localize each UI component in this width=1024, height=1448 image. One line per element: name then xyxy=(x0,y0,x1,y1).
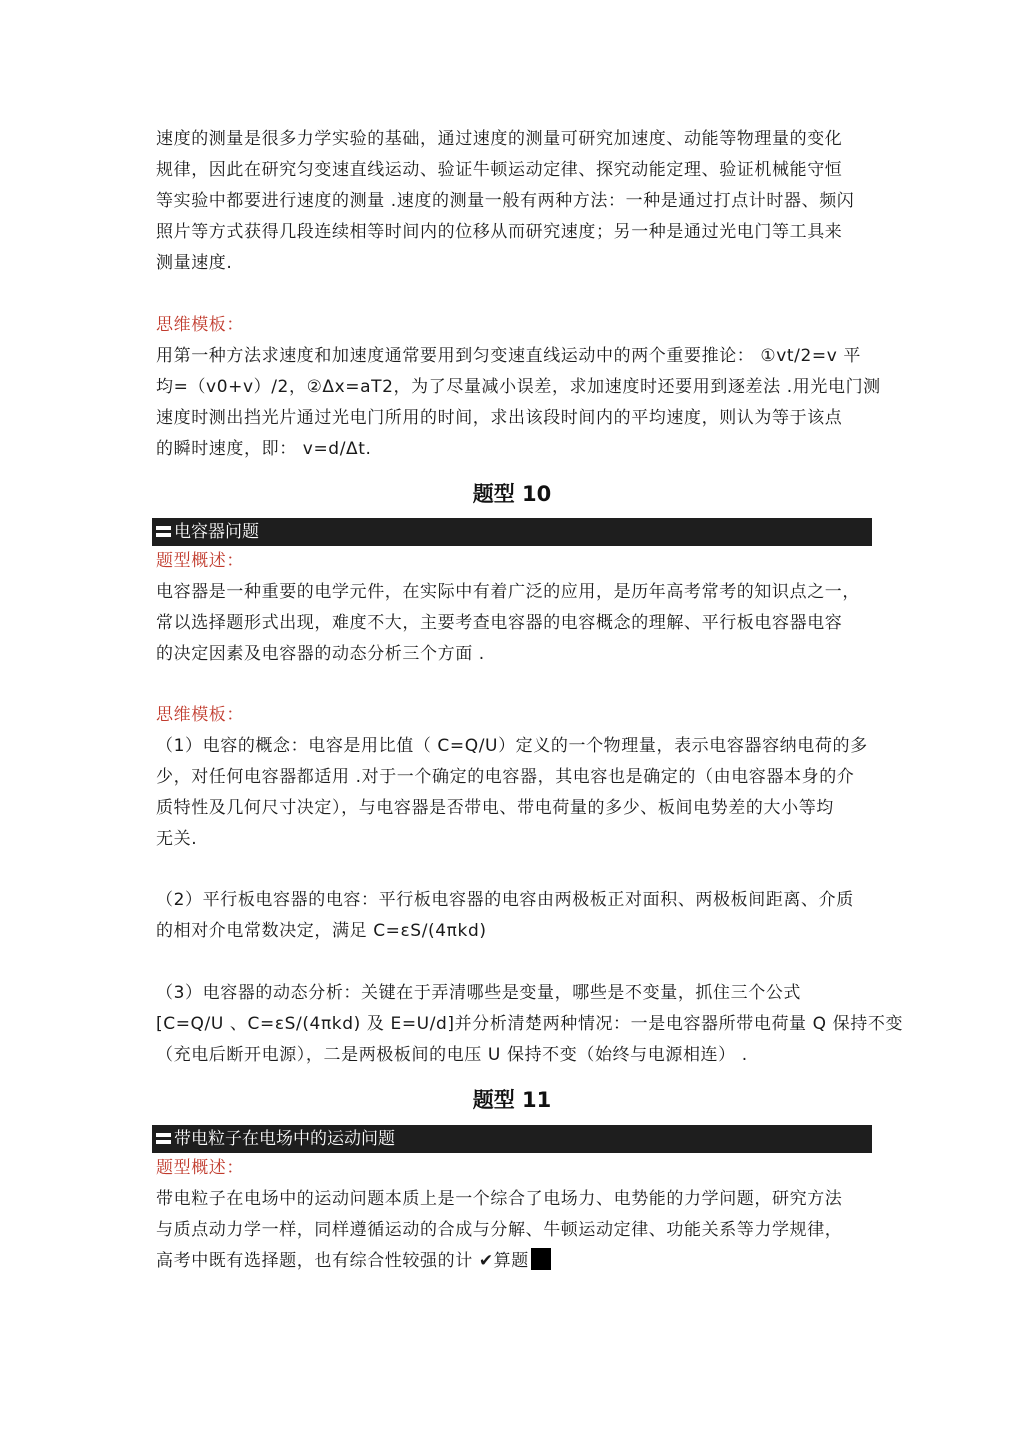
section-heading-11: 题型 11 xyxy=(472,1088,552,1112)
section-title-bar xyxy=(152,518,872,546)
double-bar-icon xyxy=(156,1133,171,1145)
text-line: 速度时测出挡光片通过光电门所用的时间，求出该段时间内的平均速度，则认为等于该点 xyxy=(156,408,843,428)
text-line: （1）电容的概念：电容是用比值（ C=Q/U）定义的一个物理量，表示电容器容纳电荷的多 xyxy=(156,736,868,756)
text-line: 电容器是一种重要的电学元件，在实际中有着广泛的应用，是历年高考常考的知识点之一， xyxy=(156,582,860,602)
text-line: 照片等方式获得几段连续相等时间内的位移从而研究速度；另一种是通过光电门等工具来 xyxy=(156,222,843,242)
thinking-template-block xyxy=(156,310,881,465)
text-line: 的决定因素及电容器的动态分析三个方面 . xyxy=(156,644,485,664)
text-line: 与质点动力学一样，同样遵循运动的合成与分解、牛顿运动定律、功能关系等力学规律， xyxy=(156,1220,843,1240)
text-line: 的相对介电常数决定，满足 C=εS/(4πkd) xyxy=(156,921,487,941)
template-label: 思维模板： xyxy=(156,315,244,335)
text-fragment: 算题 xyxy=(493,1251,529,1271)
intro-paragraph xyxy=(156,124,868,279)
text-line: 质特性及几何尺寸决定），与电容器是否带电、带电荷量的多少、板间电势差的大小等均 xyxy=(156,798,834,818)
text-line: 无关. xyxy=(156,829,198,849)
text-line: 均=（v0+v）/2，②Δx=aT2，为了尽量减小误差，求加速度时还要用到逐差法 .用光电门测 xyxy=(156,377,881,397)
thinking-template-block xyxy=(156,700,868,855)
text-line: 的瞬时速度，即： v=d/Δt. xyxy=(156,439,372,459)
text-line: 少，对任何电容器都适用 .对于一个确定的电容器，其电容也是确定的（由电容器本身的介 xyxy=(156,767,855,787)
capacitance-item-2 xyxy=(156,885,868,947)
section-heading-10: 题型 10 xyxy=(472,482,552,506)
template-label: 思维模板： xyxy=(156,705,244,725)
text-line: （3）电容器的动态分析：关键在于弄清哪些是变量，哪些是不变量，抓住三个公式 xyxy=(156,983,802,1003)
overview-label: 题型概述： xyxy=(156,551,244,571)
text-line xyxy=(156,1246,868,1277)
text-line: 速度的测量是很多力学实验的基础，通过速度的测量可研究加速度、动能等物理量的变化 xyxy=(156,129,843,149)
double-bar-icon xyxy=(156,526,171,538)
section-title-bar xyxy=(152,1125,872,1153)
overview-block xyxy=(156,1153,868,1277)
text-line: （2）平行板电容器的电容：平行板电容器的电容由两极板正对面积、两极板间距离、介质 xyxy=(156,890,854,910)
text-line: 测量速度. xyxy=(156,253,233,273)
section-title: 电容器问题 xyxy=(174,522,259,542)
capacitance-item-3 xyxy=(156,978,904,1071)
text-line: 带电粒子在电场中的运动问题本质上是一个综合了电场力、电势能的力学问题，研究方法 xyxy=(156,1189,843,1209)
overview-label: 题型概述： xyxy=(156,1158,244,1178)
text-line: 等实验中都要进行速度的测量 .速度的测量一般有两种方法：一种是通过打点计时器、频闪 xyxy=(156,191,855,211)
text-line: 规律，因此在研究匀变速直线运动、验证牛顿运动定律、探究动能定理、验证机械能守恒 xyxy=(156,160,843,180)
checkmark-icon: ✔ xyxy=(478,1251,494,1271)
redaction-block xyxy=(531,1248,551,1270)
text-line: （充电后断开电源），二是两极板间的电压 U 保持不变（始终与电源相连） . xyxy=(156,1045,748,1065)
text-line: [C=Q/U 、C=εS/(4πkd) 及 E=U/d]并分析清楚两种情况：一是电容器所带电荷量 Q 保持不变 xyxy=(156,1014,904,1034)
text-fragment: 高考中既有选择题，也有综合性较强的计 xyxy=(156,1251,479,1271)
section-title: 带电粒子在电场中的运动问题 xyxy=(174,1129,395,1149)
text-line: 用第一种方法求速度和加速度通常要用到匀变速直线运动中的两个重要推论： ①vt/2=v 平 xyxy=(156,346,862,366)
text-line: 常以选择题形式出现，难度不大，主要考查电容器的电容概念的理解、平行板电容器电容 xyxy=(156,613,843,633)
overview-block xyxy=(156,546,868,670)
